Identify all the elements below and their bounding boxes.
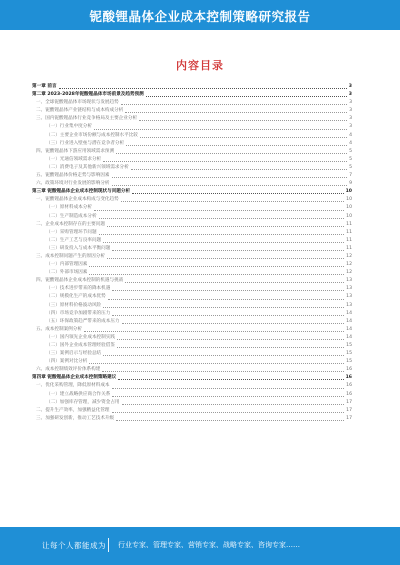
table-of-contents: [32, 83, 352, 423]
toc-heading: 内容目录: [176, 59, 224, 72]
toc-entry-text: 五、铌酸锂晶体价格走势与影响因素: [36, 173, 110, 179]
toc-entry[interactable]: [32, 382, 352, 390]
toc-leader-dots: [132, 193, 344, 194]
toc-entry-text: （二）生产制造成本分析: [46, 213, 97, 219]
toc-entry-text: （二）消费电子及其他新兴领域需求分析: [46, 164, 129, 170]
toc-entry-text: （一）采购管理环节问题: [46, 229, 97, 235]
toc-entry-text: （二）加强库存管理，减少资金占用: [46, 399, 120, 405]
toc-entry-text: 六、成本控制绩效评价体系构建: [36, 367, 101, 373]
toc-leader-dots: [122, 323, 345, 324]
toc-leader-dots: [94, 210, 344, 211]
toc-page-number: 9: [349, 181, 352, 187]
toc-page-number: 13: [346, 294, 352, 300]
toc-page-number: 12: [346, 253, 352, 259]
toc-page-number: 16: [346, 391, 352, 397]
toc-page-number: 11: [346, 237, 352, 243]
toc-entry-text: （三）案例启示与经验总结: [46, 351, 102, 357]
toc-entry[interactable]: [32, 366, 352, 374]
toc-leader-dots: [99, 234, 345, 235]
toc-leader-dots: [99, 218, 345, 219]
toc-leader-dots: [121, 201, 344, 202]
toc-entry-text: 五、成本控制案例分析: [36, 326, 82, 332]
toc-leader-dots: [112, 290, 344, 291]
toc-leader-dots: [103, 355, 344, 356]
toc-leader-dots: [118, 379, 343, 380]
toc-leader-dots: [117, 339, 344, 340]
toc-entry-text: （二）国外企业成本管理经验借鉴: [46, 343, 115, 348]
toc-entry[interactable]: [32, 115, 352, 123]
footer-bar: [0, 527, 400, 565]
toc-entry[interactable]: [32, 221, 352, 229]
toc-entry[interactable]: [32, 164, 352, 172]
toc-page-number: 5: [349, 148, 352, 154]
toc-entry-text: （三）研发投入与成本平衡问题: [46, 245, 111, 251]
toc-entry[interactable]: [32, 132, 352, 140]
toc-entry[interactable]: [32, 302, 352, 310]
toc-entry-text: 三、国内铌酸锂晶体行业竞争格局及主要企业分析: [36, 116, 138, 122]
report-title: 铌酸锂晶体企业成本控制策略研究报告: [89, 9, 311, 24]
toc-page-number: 3: [349, 124, 352, 130]
toc-entry[interactable]: [32, 285, 352, 293]
footer-tagline: 行业专家、管理专家、营销专家、战略专家、咨询专家……: [118, 541, 300, 549]
toc-entry[interactable]: [32, 253, 352, 261]
toc-entry-text: 第三章 铌酸锂晶体企业成本控制现状与问题分析: [32, 189, 131, 195]
toc-page-number: 17: [346, 407, 352, 413]
toc-entry-text: （一）光通信领域需求分析: [46, 156, 102, 162]
toc-entry[interactable]: [32, 293, 352, 301]
toc-entry[interactable]: [32, 326, 352, 334]
toc-leader-dots: [116, 153, 347, 154]
toc-entry-text: （四）市场竞争加剧带来的压力: [46, 310, 111, 316]
toc-leader-dots: [112, 388, 345, 389]
toc-entry[interactable]: [32, 269, 352, 277]
toc-leader-dots: [103, 242, 344, 243]
toc-entry[interactable]: [32, 277, 352, 285]
toc-page-number: 12: [346, 270, 352, 276]
toc-leader-dots: [94, 129, 347, 130]
toc-entry[interactable]: [32, 180, 352, 188]
toc-entry[interactable]: [32, 172, 352, 180]
toc-page-number: 11: [346, 221, 352, 227]
toc-page-number: 14: [346, 310, 352, 316]
toc-page-number: 16: [346, 367, 352, 373]
toc-page-number: 7: [349, 173, 352, 179]
toc-page-number: 11: [346, 245, 352, 251]
toc-leader-dots: [121, 104, 347, 105]
toc-entry-text: （一）技术进步带来的降本机遇: [46, 286, 111, 292]
toc-entry-text: 六、政策环境对行业发展的影响分析: [36, 181, 110, 187]
toc-leader-dots: [112, 396, 344, 397]
toc-leader-dots: [131, 169, 347, 170]
toc-entry-text: 一、全球铌酸锂晶体市场现状与发展趋势: [36, 100, 119, 106]
toc-leader-dots: [116, 420, 344, 421]
toc-entry-text: （四）案例对比分析: [46, 359, 88, 365]
toc-page-number: 17: [346, 415, 352, 421]
toc-leader-dots: [126, 145, 347, 146]
toc-leader-dots: [102, 371, 344, 372]
toc-page-number: 11: [346, 229, 352, 235]
toc-page-number: 17: [346, 399, 352, 405]
toc-entry[interactable]: [32, 261, 352, 269]
toc-page-number: 13: [346, 278, 352, 284]
toc-page-number: 13: [346, 302, 352, 308]
toc-leader-dots: [140, 137, 347, 138]
toc-leader-dots: [112, 412, 345, 413]
toc-entry-text: （一）建立战略供应商合作关系: [46, 391, 111, 397]
toc-entry[interactable]: [32, 107, 352, 115]
toc-entry[interactable]: [32, 99, 352, 107]
toc-entry-text: （一）行业集中度分析: [46, 124, 92, 130]
toc-entry-text: 二、提升生产效率，加强精益化管理: [36, 407, 110, 413]
toc-page-number: 5: [349, 156, 352, 162]
toc-page-number: 12: [346, 262, 352, 268]
toc-entry[interactable]: [32, 188, 352, 196]
toc-leader-dots: [125, 112, 347, 113]
toc-entry-text: 第一章 前言: [32, 84, 57, 89]
toc-entry[interactable]: [32, 399, 352, 407]
toc-page-number: 4: [349, 140, 352, 146]
toc-entry-text: 一、铌酸锂晶体企业成本构成与变化趋势: [36, 197, 119, 203]
toc-leader-dots: [107, 258, 344, 259]
toc-page-number: 10: [345, 189, 352, 195]
toc-entry-text: （五）环保政策趋严带来的成本压力: [46, 318, 120, 324]
toc-entry-text: （一）内部管理因素: [46, 262, 88, 268]
toc-entry[interactable]: [32, 358, 352, 366]
toc-leader-dots: [112, 177, 348, 178]
toc-leader-dots: [112, 185, 348, 186]
toc-leader-dots: [103, 161, 347, 162]
toc-entry-text: 四、铌酸锂晶体下游应用领域需求预测: [36, 148, 115, 154]
toc-leader-dots: [122, 404, 345, 405]
toc-entry[interactable]: [32, 318, 352, 326]
toc-entry-text: 二、企业成本控制存在的主要问题: [36, 221, 105, 227]
toc-leader-dots: [59, 88, 347, 89]
toc-leader-dots: [112, 315, 344, 316]
toc-page-number: 13: [346, 286, 352, 292]
toc-entry[interactable]: [32, 407, 352, 415]
footer-divider: [108, 538, 109, 552]
toc-leader-dots: [146, 96, 347, 97]
toc-entry-text: （三）原材料价格波动风险: [46, 302, 102, 308]
header-bar: [0, 0, 400, 30]
toc-leader-dots: [89, 274, 344, 275]
toc-entry[interactable]: [32, 196, 352, 204]
toc-entry-text: （二）生产工艺与良率问题: [46, 237, 102, 243]
toc-page-number: 4: [349, 132, 352, 138]
toc-entry[interactable]: [32, 342, 352, 350]
toc-entry[interactable]: [32, 156, 352, 164]
toc-entry-text: 第二章 2023-2028年铌酸锂晶体市场前景及趋势预测: [32, 92, 144, 98]
toc-entry-text: （二）主要企业市场份额与成本控制水平比较: [46, 132, 138, 138]
toc-entry[interactable]: [32, 213, 352, 221]
toc-entry[interactable]: [32, 123, 352, 131]
toc-page-number: 10: [346, 205, 352, 211]
toc-page-number: 3: [348, 84, 352, 89]
toc-leader-dots: [112, 250, 344, 251]
toc-entry[interactable]: [32, 148, 352, 156]
toc-page-number: 10: [346, 213, 352, 219]
toc-page-number: 14: [346, 318, 352, 324]
toc-entry-text: （三）行业进入壁垒与潜在竞争者分析: [46, 140, 125, 146]
footer-slogan: 让每个人都能成为: [42, 541, 106, 550]
toc-entry-text: （一）原材料成本分析: [46, 205, 92, 211]
toc-entry-text: （一）国内领先企业成本控制实践: [46, 334, 115, 340]
toc-entry-text: （二）规模化生产的成本优势: [46, 294, 106, 300]
toc-entry[interactable]: [32, 229, 352, 237]
toc-page-number: 5: [349, 164, 352, 170]
toc-page-number: 16: [346, 383, 352, 389]
toc-entry[interactable]: [32, 237, 352, 245]
toc-entry[interactable]: [32, 204, 352, 212]
toc-page-number: 3: [348, 92, 352, 98]
toc-entry[interactable]: [32, 245, 352, 253]
toc-page-number: 3: [349, 116, 352, 122]
toc-page-number: 15: [346, 343, 352, 348]
toc-page-number: 3: [349, 100, 352, 106]
toc-page-number: 3: [349, 108, 352, 114]
toc-entry[interactable]: [32, 374, 352, 382]
toc-entry[interactable]: [32, 415, 352, 423]
toc-entry[interactable]: [32, 310, 352, 318]
toc-entry-text: 三、成本控制问题产生的原因分析: [36, 253, 105, 259]
toc-leader-dots: [125, 282, 344, 283]
toc-entry[interactable]: [32, 140, 352, 148]
toc-page-number: 14: [346, 334, 352, 340]
toc-entry-text: 三、加强研发创新，推动工艺技术升级: [36, 415, 115, 421]
toc-entry-text: 二、铌酸锂晶体产业链结构与成本构成分析: [36, 108, 124, 114]
toc-page-number: 15: [346, 351, 352, 357]
toc-leader-dots: [108, 299, 344, 300]
toc-leader-dots: [117, 347, 344, 348]
toc-leader-dots: [139, 120, 347, 121]
toc-entry-text: 一、优化采购管理，降低原材料成本: [36, 383, 110, 389]
toc-leader-dots: [89, 266, 344, 267]
toc-entry-text: 四、铌酸锂晶体企业成本控制的机遇与挑战: [36, 278, 124, 284]
toc-entry[interactable]: [32, 83, 352, 91]
toc-entry[interactable]: [32, 350, 352, 358]
toc-page-number: 15: [346, 359, 352, 365]
toc-leader-dots: [89, 363, 344, 364]
toc-entry-text: （二）外部市场因素: [46, 270, 88, 276]
toc-leader-dots: [103, 307, 344, 308]
toc-entry[interactable]: [32, 91, 352, 99]
toc-entry[interactable]: [32, 391, 352, 399]
toc-page-number: 16: [345, 375, 352, 381]
toc-leader-dots: [107, 226, 344, 227]
toc-entry-text: 第四章 铌酸锂晶体企业成本控制策略建议: [32, 375, 117, 381]
toc-page-number: 10: [346, 197, 352, 203]
toc-page-number: 14: [346, 326, 352, 332]
toc-entry[interactable]: [32, 334, 352, 342]
toc-leader-dots: [84, 331, 344, 332]
